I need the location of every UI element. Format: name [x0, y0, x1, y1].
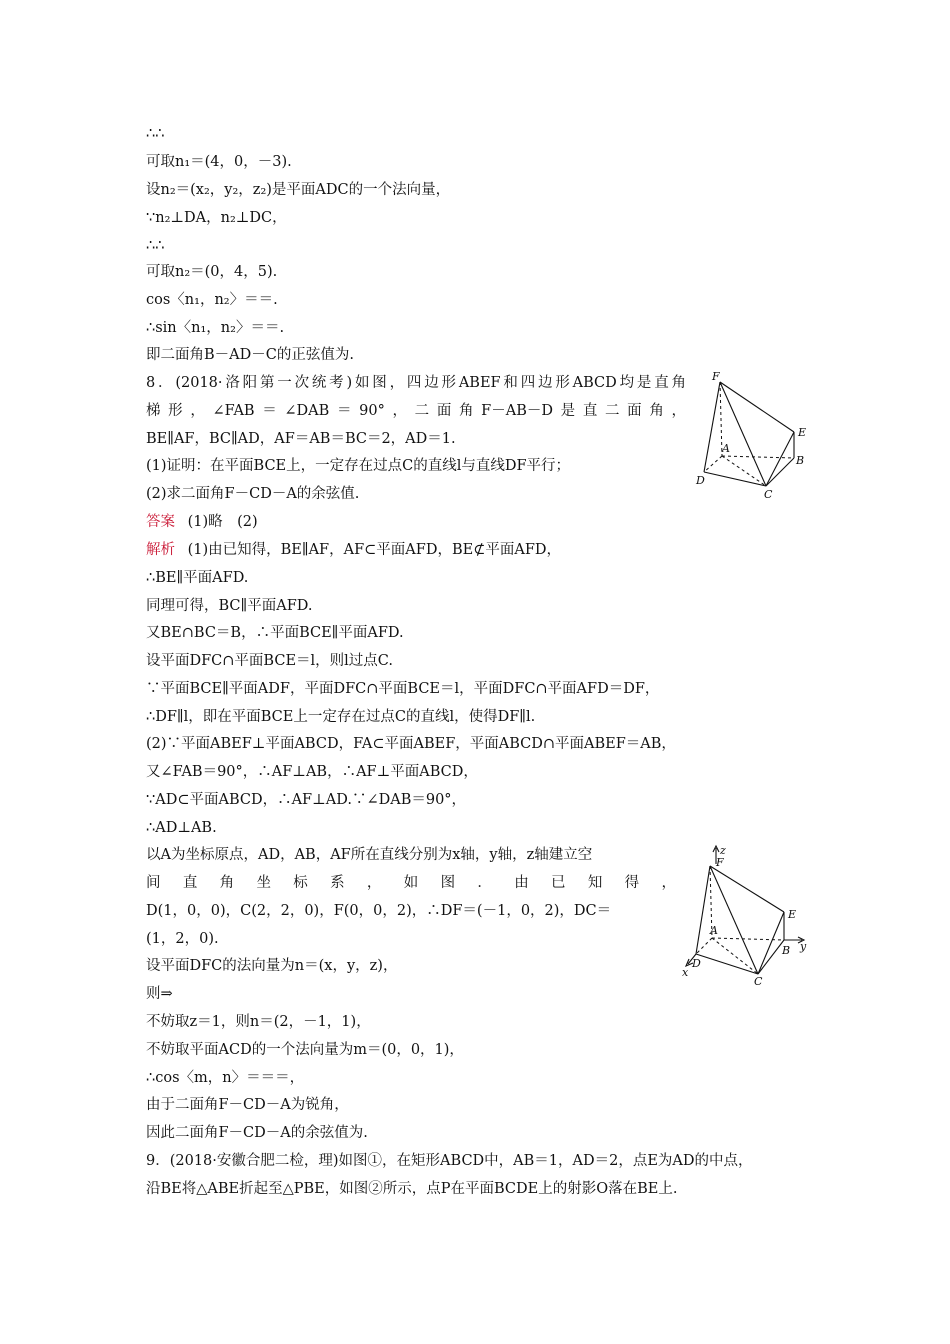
text-line: 不妨取z＝1，则n＝(2，－1，1)，: [146, 1014, 371, 1030]
text-line: 梯形，∠FAB＝∠DAB＝90°，二面角F－AB－D是直二面角，: [146, 403, 686, 419]
text-line: (2)求二面角F－CD－A的余弦值.: [146, 486, 360, 502]
figure1-label-C: C: [764, 488, 773, 501]
text-line: 可取n₁＝(4，0，－3).: [146, 154, 292, 170]
text-line: ∴∴: [146, 126, 165, 142]
text-line: 沿BE将△ABE折起至△PBE，如图②所示，点P在平面BCDE上的射影O落在BE上.: [146, 1181, 678, 1197]
text-line: ∴∴: [146, 238, 165, 254]
text-line: ∵AD⊂平面ABCD，∴AF⊥AD.∵∠DAB＝90°，: [146, 792, 467, 808]
geometry-figure-2: [680, 842, 815, 987]
text-line: BE∥AF，BC∥AD，AF＝AB＝BC＝2，AD＝1.: [146, 431, 456, 447]
text-line: 可取n₂＝(0，4，5).: [146, 264, 278, 280]
problem-9-heading: 9．(2018·安徽合肥二检，理)如图①，在矩形ABCD中，AB＝1，AD＝2，点E为AD的中点，: [146, 1153, 753, 1169]
text-line: D(1，0，0)，C(2，2，0)，F(0，0，2)，∴DF＝(－1，0，2)，DC＝: [146, 903, 612, 919]
figure2-label-x: x: [682, 966, 689, 979]
figure1-label-D: D: [696, 474, 705, 487]
figure2-label-B: B: [782, 944, 791, 957]
text-line: (1，2，0).: [146, 931, 219, 947]
figure1-label-F: F: [712, 370, 720, 383]
figure2-label-C: C: [754, 975, 763, 987]
text-line: 又BE∩BC＝B，∴平面BCE∥平面AFD.: [146, 625, 404, 641]
answer-line: [146, 512, 258, 532]
text-line: ∴DF∥l，即在平面BCE上一定存在过点C的直线l，使得DF∥l.: [146, 709, 536, 725]
text-line: 不妨取平面ACD的一个法向量为m＝(0，0，1)，: [146, 1042, 464, 1058]
text-line: 则⇒: [146, 986, 173, 1002]
figure2-label-F: F: [716, 856, 724, 869]
figure2-label-z: z: [720, 844, 726, 857]
text-line: 即二面角B－AD－C的正弦值为.: [146, 347, 354, 363]
figure2-label-y: y: [800, 940, 807, 953]
analysis-line: [146, 540, 561, 560]
figure1-label-E: E: [798, 426, 807, 439]
figure2-label-E: E: [788, 908, 797, 921]
text-line: (1)证明：在平面BCE上，一定存在过点C的直线l与直线DF平行；: [146, 458, 571, 474]
text-line: 同理可得，BC∥平面AFD.: [146, 598, 313, 614]
figure1-label-B: B: [796, 454, 805, 467]
text-line: cos〈n₁，n₂〉＝＝.: [146, 292, 278, 308]
text-line: 由于二面角F－CD－A为锐角，: [146, 1097, 349, 1113]
text-line: ∴cos〈m，n〉＝＝＝，: [146, 1070, 305, 1086]
text-line: 以A为坐标原点，AD，AB，AF所在直线分别为x轴，y轴，z轴建立空: [146, 847, 593, 863]
answer-text: (1)略 (2): [187, 514, 258, 530]
text-line: 间直角坐标系，如图．由已知得，: [146, 875, 676, 891]
figure2-label-A: A: [710, 924, 718, 937]
text-line: 设平面DFC的法向量为n＝(x，y，z)，: [146, 958, 398, 974]
analysis-label: 解析: [146, 542, 175, 558]
text-line: (2)∵平面ABEF⊥平面ABCD，FA⊂平面ABEF，平面ABCD∩平面ABEF＝AB，: [146, 736, 676, 752]
text-line: 因此二面角F－CD－A的余弦值为.: [146, 1125, 368, 1141]
problem-8-heading: 8．(2018·洛阳第一次统考)如图，四边形ABEF和四边形ABCD均是直角: [146, 375, 686, 391]
text-line: ∴BE∥平面AFD.: [146, 570, 249, 586]
text-line: ∴sin〈n₁，n₂〉＝＝.: [146, 320, 285, 336]
text-line: ∴AD⊥AB.: [146, 820, 217, 836]
geometry-figure-1: [690, 368, 820, 503]
text-line: 设平面DFC∩平面BCE＝l，则l过点C.: [146, 653, 393, 669]
figure2-label-D: D: [692, 957, 701, 970]
text-line: ∵n₂⊥DA，n₂⊥DC，: [146, 210, 287, 226]
text-line: 设n₂＝(x₂，y₂，z₂)是平面ADC的一个法向量，: [146, 182, 451, 198]
figure1-label-A: A: [722, 442, 730, 455]
answer-label: 答案: [146, 514, 175, 530]
text-line: 又∠FAB＝90°，∴AF⊥AB，∴AF⊥平面ABCD，: [146, 764, 478, 780]
text-line: (1)由已知得，BE∥AF，AF⊂平面AFD，BE⊄平面AFD，: [187, 542, 562, 558]
text-line: ∵平面BCE∥平面ADF，平面DFC∩平面BCE＝l，平面DFC∩平面AFD＝DF，: [146, 681, 660, 697]
